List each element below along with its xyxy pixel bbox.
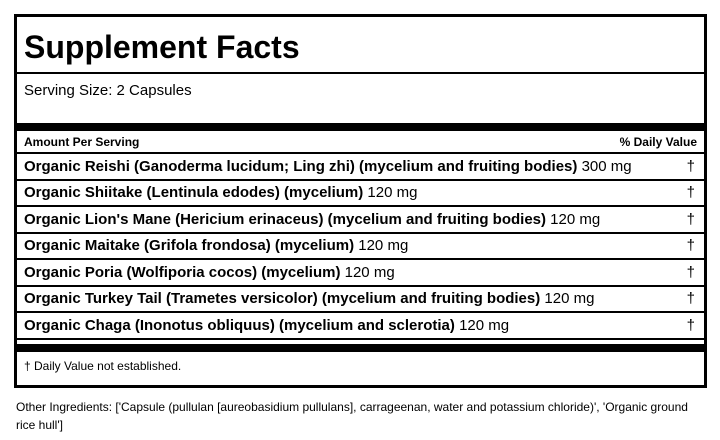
serving-size: Serving Size: 2 Capsules	[24, 82, 192, 99]
ingredient-row	[17, 313, 704, 340]
daily-value-label: % Daily Value	[619, 134, 697, 149]
daily-value-footnote: † Daily Value not established.	[24, 358, 182, 373]
daily-value-dagger: †	[686, 184, 695, 202]
supplement-facts-panel	[14, 14, 707, 388]
ingredient-name: Organic Turkey Tail (Trametes versicolor) (mycelium and fruiting bodies)	[24, 290, 541, 308]
ingredient-amount: 120 mg	[367, 184, 418, 202]
ingredient-amount: 120 mg	[344, 263, 395, 281]
ingredient-name: Organic Shiitake (Lentinula edodes) (mycelium)	[24, 184, 364, 202]
daily-value-dagger: †	[686, 210, 695, 228]
panel-title: Supplement Facts	[24, 29, 300, 65]
amount-per-serving-label: Amount Per Serving	[24, 134, 140, 149]
ingredient-name: Organic Chaga (Inonotus obliquus) (mycelium and sclerotia)	[24, 316, 455, 334]
daily-value-dagger: †	[686, 157, 695, 175]
divider-thick-top	[17, 123, 704, 131]
ingredient-amount: 120 mg	[544, 290, 595, 308]
ingredient-row	[17, 260, 704, 287]
ingredient-row	[17, 207, 704, 234]
amount-header-row	[17, 131, 704, 154]
divider-thick-bottom	[17, 344, 704, 352]
ingredient-amount: 300 mg	[581, 157, 632, 175]
ingredient-name: Organic Lion's Mane (Hericium erinaceus) (mycelium and fruiting bodies)	[24, 210, 546, 228]
daily-value-dagger: †	[686, 290, 695, 308]
ingredient-amount: 120 mg	[459, 316, 510, 334]
ingredient-row	[17, 287, 704, 314]
daily-value-dagger: †	[686, 237, 695, 255]
daily-value-dagger: †	[686, 263, 695, 281]
daily-value-dagger: †	[686, 316, 695, 334]
other-ingredients: Other Ingredients: ['Capsule (pullulan [aureobasidium pullulans], carrageenan, water and potassium chloride)', 'Organic ground rice hull']	[16, 400, 688, 432]
ingredient-name: Organic Poria (Wolfiporia cocos) (mycelium)	[24, 263, 341, 281]
ingredient-row	[17, 154, 704, 181]
ingredient-amount: 120 mg	[550, 210, 601, 228]
ingredient-amount: 120 mg	[358, 237, 409, 255]
ingredient-name: Organic Maitake (Grifola frondosa) (mycelium)	[24, 237, 355, 255]
ingredient-row	[17, 234, 704, 261]
ingredient-row	[17, 181, 704, 208]
ingredient-name: Organic Reishi (Ganoderma lucidum; Ling zhi) (mycelium and fruiting bodies)	[24, 157, 578, 175]
